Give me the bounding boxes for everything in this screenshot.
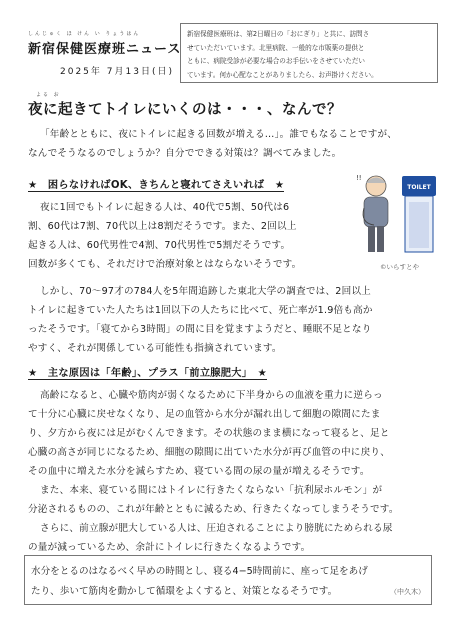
intro-line: 新宿保健医療班は、第2日曜日の「おにぎり」と共に、訪問さ — [187, 30, 370, 38]
section1b-paragraph — [28, 282, 438, 358]
lead-line: なんでそうなるのでしょうか？自分でできる対策は？調べてみました。 — [28, 148, 342, 159]
section2-line: て十分に心臓に戻せなくなり、足の血管から水分が漏れ出して細胞の隙間にたま — [28, 409, 381, 420]
section2-line: の量が減っているため、余計にトイレに行きたくなるようです。 — [28, 542, 311, 553]
section1b-line: しかし、70〜97才の784人を5年間追跡した東北大学の調査では、2回以上 — [40, 286, 371, 297]
section1-paragraph — [28, 198, 348, 274]
intro-line: せていただいています。北里病院、一般的な市販薬の提供と — [187, 43, 365, 52]
newsletter-title: 新宿保健医療班ニュース — [28, 42, 182, 57]
section2-line: 分泌されるものの、これが年齢とともに減るため、行きたくなってしまうそうです。 — [28, 504, 399, 515]
title-reading: しんじゅく ほ けん い りょうはん — [28, 31, 141, 37]
section1-line: 割、60代は7割、70代以上は8割だそうです。また、2回以上 — [28, 221, 297, 232]
headline: 夜に起きてトイレにいくのは・・・、なんで？ — [28, 102, 342, 118]
section1-line: 回数が多くても、それだけで治療対象とはならないそうです。 — [28, 259, 302, 270]
section1-heading — [28, 176, 284, 191]
lead-line: 「年齢とともに、夜にトイレに起きる回数が増える…」。誰でもなることですが、 — [40, 129, 398, 140]
intro-line: ともに、病院受診が必要な場合のお手伝いをさせていただい — [187, 57, 366, 65]
section2-line: さらに、前立腺が肥大している人は、圧迫されることにより膀胱にためられる尿 — [40, 523, 393, 534]
section2-line: り、夕方から夜には足がむくんできます。その状態のまま横になって寝ると、足と — [28, 428, 390, 439]
elderly-man-toilet-illustration — [350, 168, 440, 263]
section2-line: また、本来、寝ている間にはトイレに行きたくならない「抗利尿ホルモン」が — [40, 485, 383, 496]
svg-text:!!: !! — [356, 174, 362, 182]
elderly-man-icon — [356, 174, 388, 252]
section2-line: 心臓の高さが同じになるため、細胞の隙間に出ていた水分が再び血管の中に戻り、 — [28, 447, 390, 458]
intro-box — [180, 23, 438, 83]
tip-box — [24, 555, 432, 605]
section2-heading — [28, 364, 267, 379]
section1-heading-text: ★ 困らなければOK、きちんと寝れてさえいれば ★ — [28, 180, 285, 191]
toilet-sign-icon — [402, 176, 436, 252]
section1-line: 起きる人は、60代男性で4割、70代男性で5割だそうです。 — [28, 240, 291, 251]
intro-line: ています。何か心配なことがありましたら、お声掛けください。 — [187, 70, 378, 79]
tip-line: たり、歩いて筋肉を動かして循環をよくすると、対策となるそうです。 — [31, 586, 338, 597]
section1-line: 夜に1回でもトイレに起きる人は、40代で5割、50代は6 — [40, 202, 290, 213]
section2-line: 高齢になると、心臓や筋肉が弱くなるために下半身からの血液を重力に逆らっ — [40, 390, 383, 401]
illustration-credit: ©いらすとや — [380, 263, 419, 271]
section2-heading-text: ★ 主な原因は「年齢」、プラス「前立腺肥大」 ★ — [28, 368, 268, 379]
tip-line: 水分をとるのはなるべく早めの時間とし、寝る4−5時間前に、座って足をあげ — [31, 566, 368, 577]
svg-text:TOILET: TOILET — [407, 184, 431, 191]
section2-line: その血中に増えた水分を減らすため、寝ている間の尿の量が増えるそうです。 — [28, 466, 370, 477]
lead-paragraph — [28, 125, 440, 163]
author-signature: （中久木） — [390, 588, 425, 596]
section1b-line: やすく、それが関係している可能性も指摘されています。 — [28, 343, 282, 354]
section1b-line: トイレに起きていた人たちは1回以下の人たちに比べて、死亡率が1.9倍も高か — [28, 305, 373, 316]
section1b-line: ったそうです。「寝てから3時間」の間に目を覚ますようだと、睡眠不足となり — [28, 324, 372, 335]
issue-date: 2025年 7月13日(日) — [60, 67, 174, 77]
headline-reading: よる お — [36, 92, 61, 98]
section2-paragraph — [28, 386, 440, 557]
